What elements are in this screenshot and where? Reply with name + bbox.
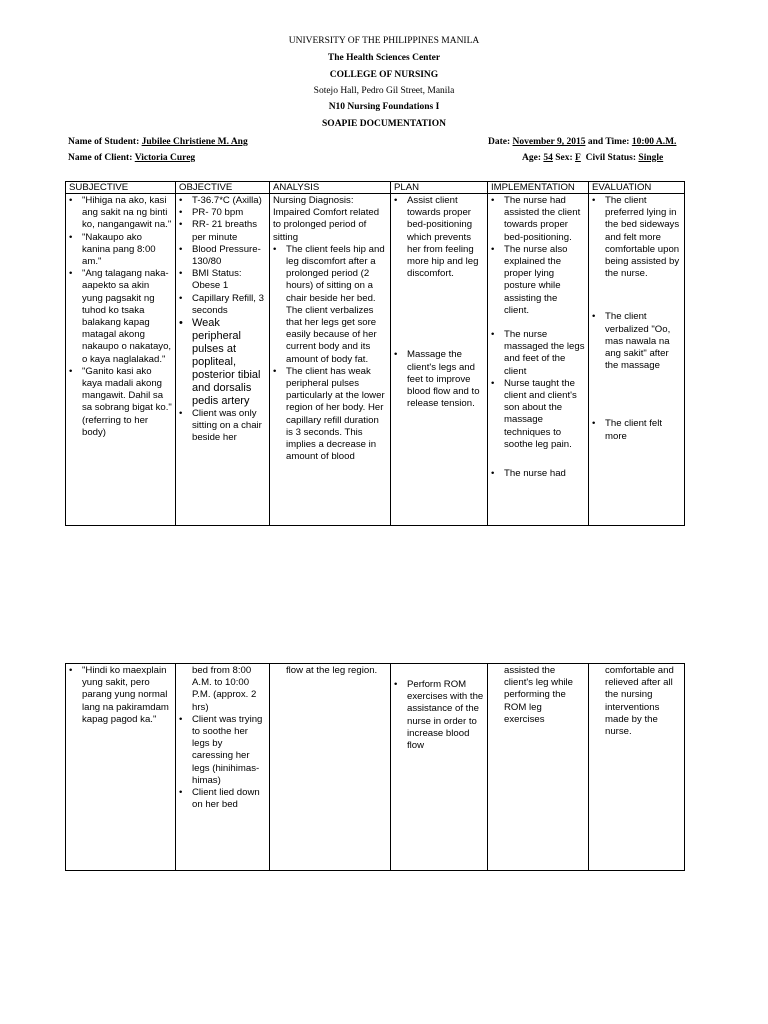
client-name: Victoria Cureg	[134, 153, 196, 163]
list-item: • Assist client towards proper bed-positioning which prevents her from feeling more hip and leg discomfort.	[394, 195, 484, 280]
table-row	[66, 194, 685, 526]
subjective-cell	[66, 194, 176, 526]
analysis-continuation: flow at the leg region.	[286, 665, 378, 676]
list-item: • Weak peripheral pulses at popliteal, posterior tibial and dorsalis pedis artery	[179, 317, 266, 408]
time-label: and Time:	[587, 137, 630, 147]
evaluation-continuation: comfortable and relieved after all the nursing interventions made by the nurse.	[605, 665, 674, 738]
list-item: • RR- 21 breaths per minute	[179, 219, 266, 243]
sex-label: Sex:	[555, 153, 573, 163]
list-item: • Perform ROM exercises with the assistance of the nurse in order to increase blood flow	[394, 679, 484, 752]
document-title: SOAPIE DOCUMENTATION	[322, 119, 446, 129]
list-item: • Client was trying to soothe her legs by caressing her legs (hinihimas-himas)	[179, 714, 266, 787]
list-item: • The nurse massaged the legs and feet of the client	[491, 329, 585, 378]
date-value: November 9, 2015	[512, 137, 586, 147]
list-item: • The client preferred lying in the bed sideways and felt more comfortable upon being assisted by the nurse.	[592, 195, 681, 280]
objective-cell	[176, 664, 270, 871]
table-header-row	[66, 182, 685, 194]
subjective-cell	[66, 664, 176, 871]
student-name: Jubilee Christiene M. Ang	[141, 137, 248, 147]
plan-cell	[391, 194, 488, 526]
civil-status-value: Single	[638, 153, 664, 163]
list-item: • T-36.7*C (Axilla)	[179, 195, 266, 207]
column-header-objective: OBJECTIVE	[176, 182, 270, 194]
client-info	[68, 153, 195, 163]
list-item: • Client lied down on her bed	[179, 787, 266, 811]
student-info	[68, 137, 248, 147]
list-item: • "Ang talagang naka-aapekto sa akin yung pagsakit ng tuhod ko tsaka balakang kapag matagal akong nakaupo o nakatayo, o kaya naglalakad."	[69, 268, 172, 366]
sex-value: F	[575, 153, 581, 163]
analysis-cell	[270, 664, 391, 871]
soapie-table-page-1	[65, 181, 685, 526]
college-name: COLLEGE OF NURSING	[329, 70, 439, 80]
analysis-cell	[270, 194, 391, 526]
list-item: • The nurse had assisted the client towards proper bed-positioning.	[491, 195, 585, 244]
list-item: • "Nakaupo ako kanina pang 8:00 am."	[69, 232, 172, 269]
list-item: • Capillary Refill, 3 seconds	[179, 293, 266, 317]
list-item: • The nurse had	[491, 468, 585, 480]
column-header-implementation: IMPLEMENTATION	[488, 182, 589, 194]
time-value: 10:00 A.M.	[631, 137, 677, 147]
nursing-diagnosis: Nursing Diagnosis: Impaired Comfort related to prolonged period of sitting	[273, 195, 380, 243]
plan-cell	[391, 664, 488, 871]
date-time-info	[488, 137, 676, 147]
evaluation-cell	[589, 194, 685, 526]
list-item: • The nurse also explained the proper lying posture while assisting the client.	[491, 244, 585, 317]
list-item: • "Hindi ko maexplain yung sakit, pero parang yung normal lang na pakiramdam kapag pagod ka."	[69, 665, 172, 726]
age-label: Age:	[522, 153, 541, 163]
column-header-subjective: SUBJECTIVE	[66, 182, 176, 194]
objective-cell	[176, 194, 270, 526]
column-header-evaluation: EVALUATION	[589, 182, 685, 194]
evaluation-cell	[589, 664, 685, 871]
list-item: • Massage the client's legs and feet to improve blood flow and to release tension.	[394, 349, 484, 410]
list-item: • BMI Status: Obese 1	[179, 268, 266, 292]
table-row	[66, 664, 685, 871]
list-item: • Nurse taught the client and client's son about the massage techniques to soothe leg pain.	[491, 378, 585, 451]
date-label: Date:	[488, 137, 511, 147]
student-label: Name of Student:	[68, 137, 140, 147]
list-item: • The client has weak peripheral pulses particularly at the lower region of her body. Her capillary refill duration is 3 seconds. This implies a decrease in amount of blood	[273, 366, 387, 464]
list-item: • Client was only sitting on a chair beside her	[179, 408, 266, 445]
age-sex-status-info	[522, 153, 663, 163]
column-header-analysis: ANALYSIS	[270, 182, 391, 194]
list-item: • Blood Pressure- 130/80	[179, 244, 266, 268]
age-value: 54	[543, 153, 553, 163]
center-name: The Health Sciences Center	[327, 53, 441, 63]
university-name: UNIVERSITY OF THE PHILIPPINES MANILA	[288, 36, 480, 46]
implementation-cell	[488, 664, 589, 871]
list-item: • The client verbalized "Oo, mas nawala na ang sakit" after the massage	[592, 311, 681, 372]
implementation-cell	[488, 194, 589, 526]
list-item: • "Ganito kasi ako kaya madali akong mangawit. Dahil sa sa sobrang bigat ko." (referring to her body)	[69, 366, 172, 439]
list-item: • PR- 70 bpm	[179, 207, 266, 219]
list-item: • The client felt more	[592, 418, 681, 442]
objective-continuation: bed from 8:00 A.M. to 10:00 P.M. (approx. 2 hrs)	[192, 665, 257, 713]
column-header-plan: PLAN	[391, 182, 488, 194]
client-label: Name of Client:	[68, 153, 133, 163]
address: Sotejo Hall, Pedro Gil Street, Manila	[313, 86, 455, 96]
civil-status-label: Civil Status:	[585, 153, 637, 163]
implementation-continuation: assisted the client's leg while performing the ROM leg exercises	[504, 665, 574, 725]
course-title: N10 Nursing Foundations I	[328, 102, 440, 112]
list-item: • "Hihiga na ako, kasi ang sakit na ng binti ko, nangangawit na."	[69, 195, 172, 232]
list-item: • The client feels hip and leg discomfort after a prolonged period (2 hours) of sitting on a chair beside her bed. The client verbalizes that her legs get sore easily because of her current body and its amount of body fat.	[273, 244, 387, 366]
soapie-table-page-2	[65, 663, 685, 871]
